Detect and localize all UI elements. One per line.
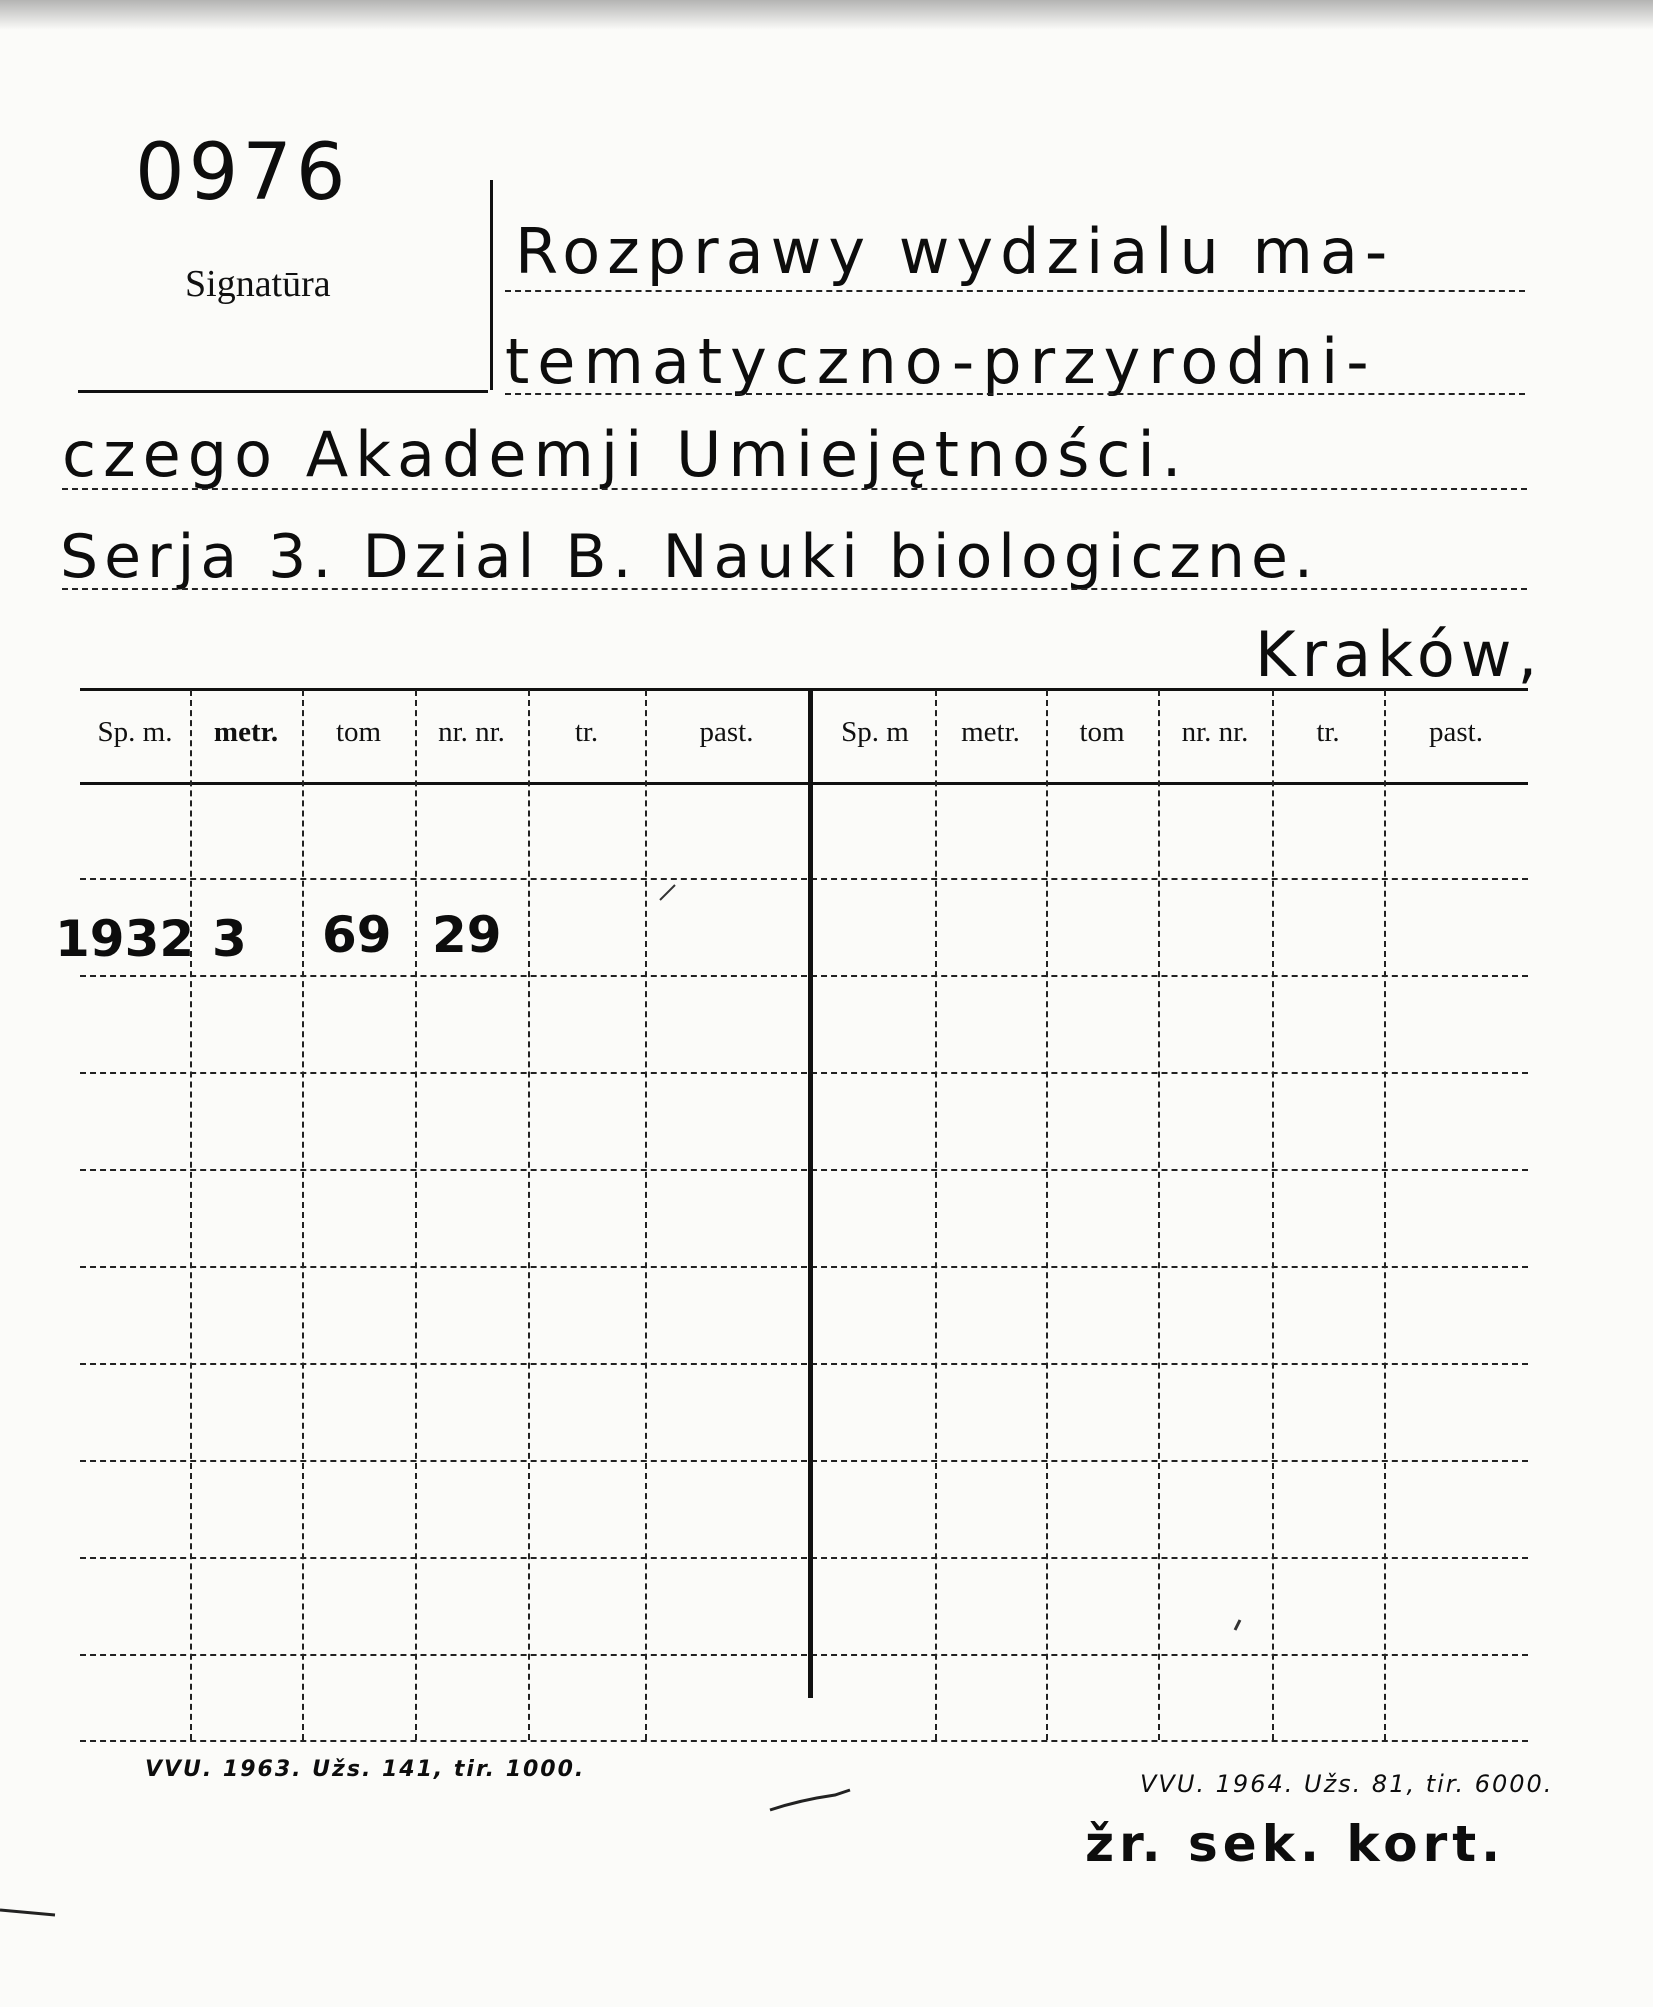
place-text: Kraków,: [1255, 618, 1544, 691]
footer-note: žr. sek. kort.: [1085, 1815, 1506, 1873]
col-header-metr-right: metr.: [961, 716, 1020, 748]
title-line-4: Serja 3. Dzial B. Nauki biologiczne.: [60, 522, 1319, 592]
col-header-tr: tr.: [574, 716, 599, 748]
col-header-past: past.: [699, 716, 754, 748]
footer-stamp-right: VVU. 1964. Užs. 81, tir. 6000.: [1140, 1770, 1554, 1798]
col-header-past-right: past.: [1429, 716, 1483, 748]
col-header-sp-m-right: Sp. m: [841, 716, 909, 748]
signature-number: 0976: [135, 128, 350, 218]
cell-nr-nr: 29: [432, 906, 502, 964]
footer-stamp-left: VVU. 1963. Užs. 141, tir. 1000.: [145, 1757, 586, 1782]
title-line-1: Rozprawy wydzialu ma-: [515, 215, 1395, 288]
cell-tom: 69: [322, 906, 392, 964]
signature-label: Signatūra: [185, 263, 331, 305]
col-header-nr-nr-right: nr. nr.: [1181, 716, 1249, 748]
cell-metr: 3: [212, 910, 247, 968]
title-line-3: czego Akademji Umiejętności.: [62, 418, 1189, 491]
col-header-tom: tom: [335, 716, 382, 748]
col-header-tr-right: tr.: [1316, 716, 1340, 748]
col-header-nr-nr: nr. nr.: [438, 716, 505, 748]
cell-sp-m: 1932: [55, 910, 195, 968]
col-header-tom-right: tom: [1079, 716, 1125, 748]
col-header-sp-m: Sp. m.: [97, 716, 173, 748]
col-header-metr: metr.: [213, 716, 279, 748]
title-line-2: tematyczno-przyrodni-: [505, 325, 1377, 398]
